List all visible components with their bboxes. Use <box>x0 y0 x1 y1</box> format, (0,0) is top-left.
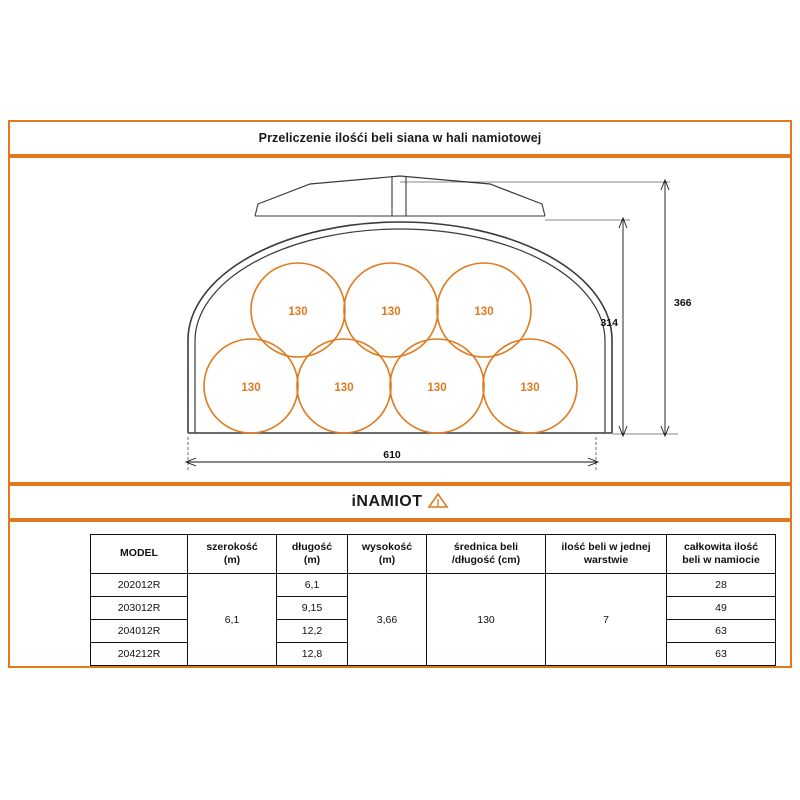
cell-srednica: 130 <box>427 574 546 666</box>
spec-table-band <box>8 520 792 668</box>
cell-ilosc-warstwa: 7 <box>546 574 667 666</box>
col-header-ilosc-w-warstwie: ilość beli w jednej warstwie <box>546 535 667 574</box>
bale-label: 130 <box>381 306 401 318</box>
diagram-band <box>8 156 792 484</box>
cell-dlugosc: 12,8 <box>277 643 348 666</box>
dimension-total-height: 366 <box>674 297 692 309</box>
truss-end-right <box>542 204 545 216</box>
bale-label: 130 <box>334 382 354 394</box>
cell-total: 63 <box>667 643 776 666</box>
spec-table <box>90 534 776 666</box>
tent-outer-shell <box>188 222 612 433</box>
bale-label: 130 <box>288 306 308 318</box>
bale-label: 130 <box>520 382 540 394</box>
cell-dlugosc: 12,2 <box>277 620 348 643</box>
cell-wysokosc: 3,66 <box>348 574 427 666</box>
tent-cross-section-diagram <box>10 158 790 482</box>
bale-label: 130 <box>427 382 447 394</box>
col-header-dlugosc: długość (m) <box>277 535 348 574</box>
page-title: Przeliczenie ilośći beli siana w hali namiotowej <box>258 131 542 145</box>
cell-total: 28 <box>667 574 776 597</box>
col-header-szerokosc: szerokość (m) <box>188 535 277 574</box>
title-band <box>8 120 792 156</box>
bale-label: 130 <box>474 306 494 318</box>
cell-model: 204012R <box>91 620 188 643</box>
cell-szerokosc: 6,1 <box>188 574 277 666</box>
col-header-wysokosc: wysokość (m) <box>348 535 427 574</box>
cell-model: 202012R <box>91 574 188 597</box>
dimension-inner-height: 314 <box>600 317 618 329</box>
col-header-srednica-beli: średnica beli /długość (cm) <box>427 535 546 574</box>
bale-label: 130 <box>241 382 261 394</box>
truss-end-left <box>255 204 258 216</box>
cell-model: 203012R <box>91 597 188 620</box>
cell-dlugosc: 6,1 <box>277 574 348 597</box>
cell-total: 49 <box>667 597 776 620</box>
col-header-calkowita-ilosc: całkowita ilość beli w namiocie <box>667 535 776 574</box>
table-row <box>91 574 776 597</box>
brand-logo-text: iNAMIOT <box>351 493 423 510</box>
cell-model: 204212R <box>91 643 188 666</box>
apex-arch-line <box>258 176 542 204</box>
tent-icon <box>427 491 449 514</box>
table-header-row <box>91 535 776 574</box>
dimension-width: 610 <box>383 449 401 461</box>
cell-total: 63 <box>667 620 776 643</box>
cell-dlugosc: 9,15 <box>277 597 348 620</box>
col-header-model: MODEL <box>91 535 188 574</box>
logo-band <box>8 484 792 520</box>
